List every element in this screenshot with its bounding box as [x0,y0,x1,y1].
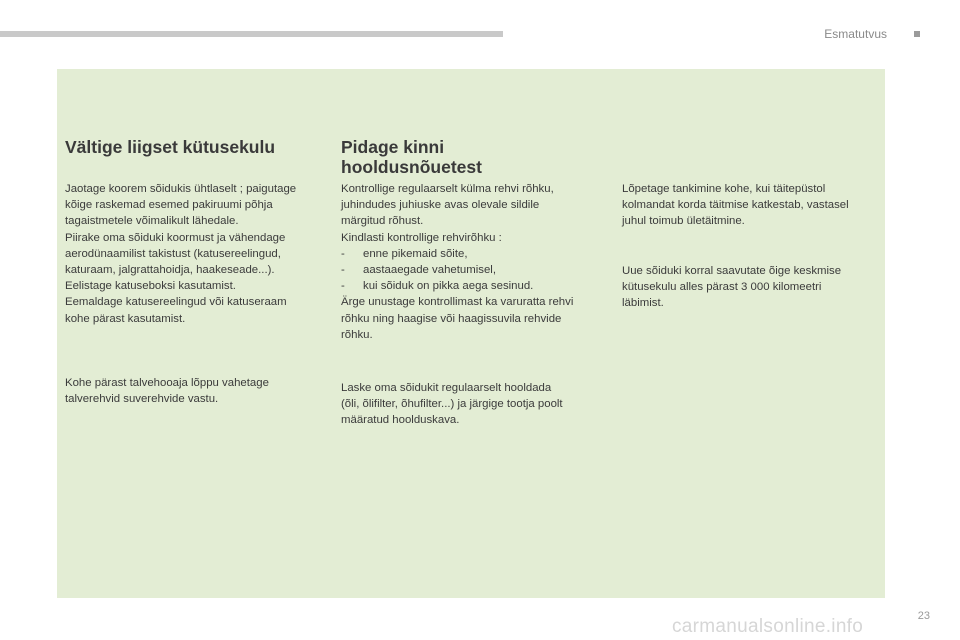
text-line: kohe pärast kasutamist. [65,312,186,325]
text-line: Eemaldage katusereelingud või katuseraam [65,296,287,309]
text-line: (õli, õlifilter, õhufilter...) ja järgige tootja poolt [341,398,563,411]
text-line: katuraam, jalgrattahoidja, haakeseade...). [65,264,275,277]
text-line: rõhku ning haagise või haagissuvila rehvide [341,312,562,325]
header-rule [0,31,503,37]
new-car-text [622,263,880,312]
bullet-item [341,246,611,262]
text-line: Uue sõiduki korral saavutate õige keskmise [622,265,842,277]
section-marker [914,31,920,37]
text-line: Ärge unustage kontrollimast ka varuratta rehvi [341,296,574,309]
text-line: märgitud rõhust. [341,215,424,228]
bullet-marker: - [341,247,345,260]
bullet-item [341,278,611,294]
bullet-text: kui sõiduk on pikka aega sesinud. [363,280,534,293]
heading-maintenance [341,137,482,177]
text-line: Piirake oma sõiduki koormust ja vähendage [65,231,286,244]
winter-tires-text [65,375,330,407]
text-line: tagaistmetele võimalikult lähedale. [65,215,239,228]
heading-line: Pidage kinni [341,137,445,157]
text-line: Kindlasti kontrollige rehvirõhku : [341,231,502,244]
text-line: rõhku. [341,328,373,341]
service-text [341,380,611,429]
text-line: kolmandat korda täitmise katkestab, vastasel [622,199,849,212]
section-title: Esmatutvus [824,27,887,41]
tire-pressure-text [341,181,611,343]
refuel-text [622,181,880,230]
text-line: talverehvid suverehvide vastu. [65,393,219,406]
text-line: juhul toimub ületäitmine. [622,215,745,228]
text-line: Lõpetage tankimine kohe, kui täitepüstol [622,183,826,195]
load-advice-text [65,181,330,327]
heading-line: hooldusnõuetest [341,157,482,177]
text-line: kütusekulu alles pärast 3 000 kilomeetri [622,281,822,294]
text-line: kõige raskemad esemed pakiruumi põhja [65,199,273,212]
heading-fuel-consumption: Vältige liigset kütusekulu [65,137,276,157]
bullet-marker: - [341,264,345,277]
text-line: Laske oma sõidukit regulaarselt hooldada [341,382,552,394]
text-line: Jaotage koorem sõidukis ühtlaselt ; paigutage [65,183,297,195]
text-line: Eelistage katuseboksi kasutamist. [65,280,236,293]
bullet-marker: - [341,280,345,293]
text-line: Kohe pärast talvehooaja lõppu vahetage [65,377,269,389]
page-number: 23 [917,610,930,622]
bullet-item [341,262,611,278]
text-line: läbimist. [622,297,664,310]
text-line: aerodünaamilist takistust (katusereelingud, [65,247,281,260]
watermark-logo: carmanualsonline.info [672,616,864,637]
bullet-text: enne pikemaid sõite, [363,247,468,260]
bullet-text: aastaaegade vahetumisel, [363,264,496,277]
text-line: määratud hoolduskava. [341,414,460,427]
text-line: Kontrollige regulaarselt külma rehvi rõhku, [341,183,554,195]
text-line: juhindudes juhiuske avas olevale sildile [341,199,540,212]
